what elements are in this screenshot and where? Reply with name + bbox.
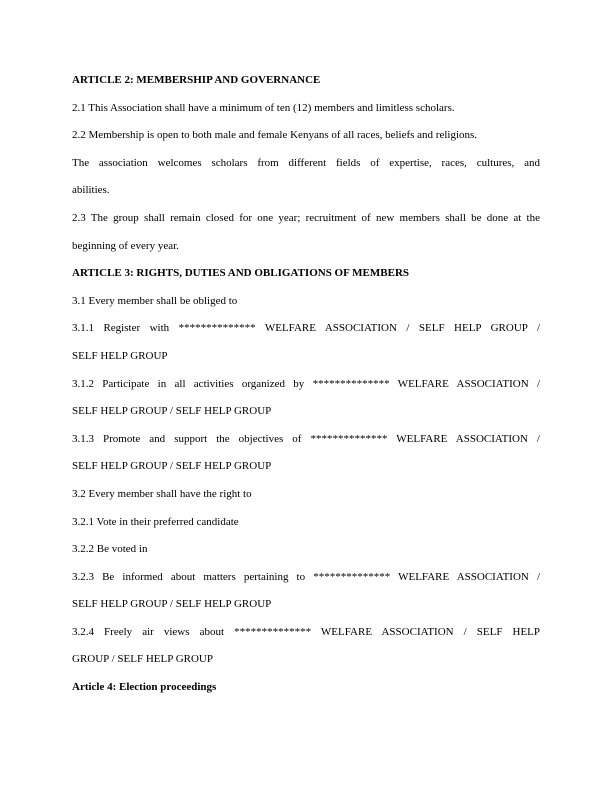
clause-3-2: 3.2 Every member shall have the right to [72,487,252,500]
clause-2-3-line-2: beginning of every year. [72,239,179,252]
clause-3-2-1: 3.2.1 Vote in their preferred candidate [72,515,239,528]
welcome-paragraph-line-2: abilities. [72,184,110,197]
clause-2-1: 2.1 This Association shall have a minimum of ten (12) members and limitless scholars. [72,101,455,114]
article-4-section [72,674,540,702]
clause-2-2: 2.2 Membership is open to both male and female Kenyans of all races, beliefs and religions. [72,129,478,142]
welcome-paragraph-line-1: The association welcomes scholars from different fields of expertise, races, cultures, and [72,156,540,169]
clause-3-1-3-line-1: 3.1.3 Promote and support the objectives of ************** WELFARE ASSOCIATION / [72,432,540,445]
clause-3-2-2: 3.2.2 Be voted in [72,543,148,556]
clause-2-3-line-1: 2.3 The group shall remain closed for one year; recruitment of new members shall be done at the [72,211,540,224]
article-3-heading: ARTICLE 3: RIGHTS, DUTIES AND OBLIGATIONS OF MEMBERS [72,267,410,280]
clause-3-2-3-line-2: SELF HELP GROUP / SELF HELP GROUP [72,598,272,611]
document-page [72,67,540,702]
clause-3-1-1-line-2: SELF HELP GROUP [72,349,168,362]
clause-3-1-1-line-1: 3.1.1 Register with ************** WELFARE ASSOCIATION / SELF HELP GROUP / [72,322,540,335]
clause-3-1-2-line-1: 3.1.2 Participate in all activities organized by ************** WELFARE ASSOCIATION / [72,377,540,390]
clause-3-1-3-line-2: SELF HELP GROUP / SELF HELP GROUP [72,460,272,473]
article-2-section [72,67,540,260]
clause-3-2-3-line-1: 3.2.3 Be informed about matters pertaining to ************** WELFARE ASSOCIATION / [72,570,540,583]
article-2-heading: ARTICLE 2: MEMBERSHIP AND GOVERNANCE [72,74,321,86]
article-4-heading: Article 4: Election proceedings [72,681,217,694]
clause-3-2-4-line-1: 3.2.4 Freely air views about ************** WELFARE ASSOCIATION / SELF HELP [72,625,540,638]
article-3-section [72,260,540,674]
clause-3-1-2-line-2: SELF HELP GROUP / SELF HELP GROUP [72,405,272,418]
clause-3-1: 3.1 Every member shall be obliged to [72,294,238,307]
clause-3-2-4-line-2: GROUP / SELF HELP GROUP [72,653,213,666]
